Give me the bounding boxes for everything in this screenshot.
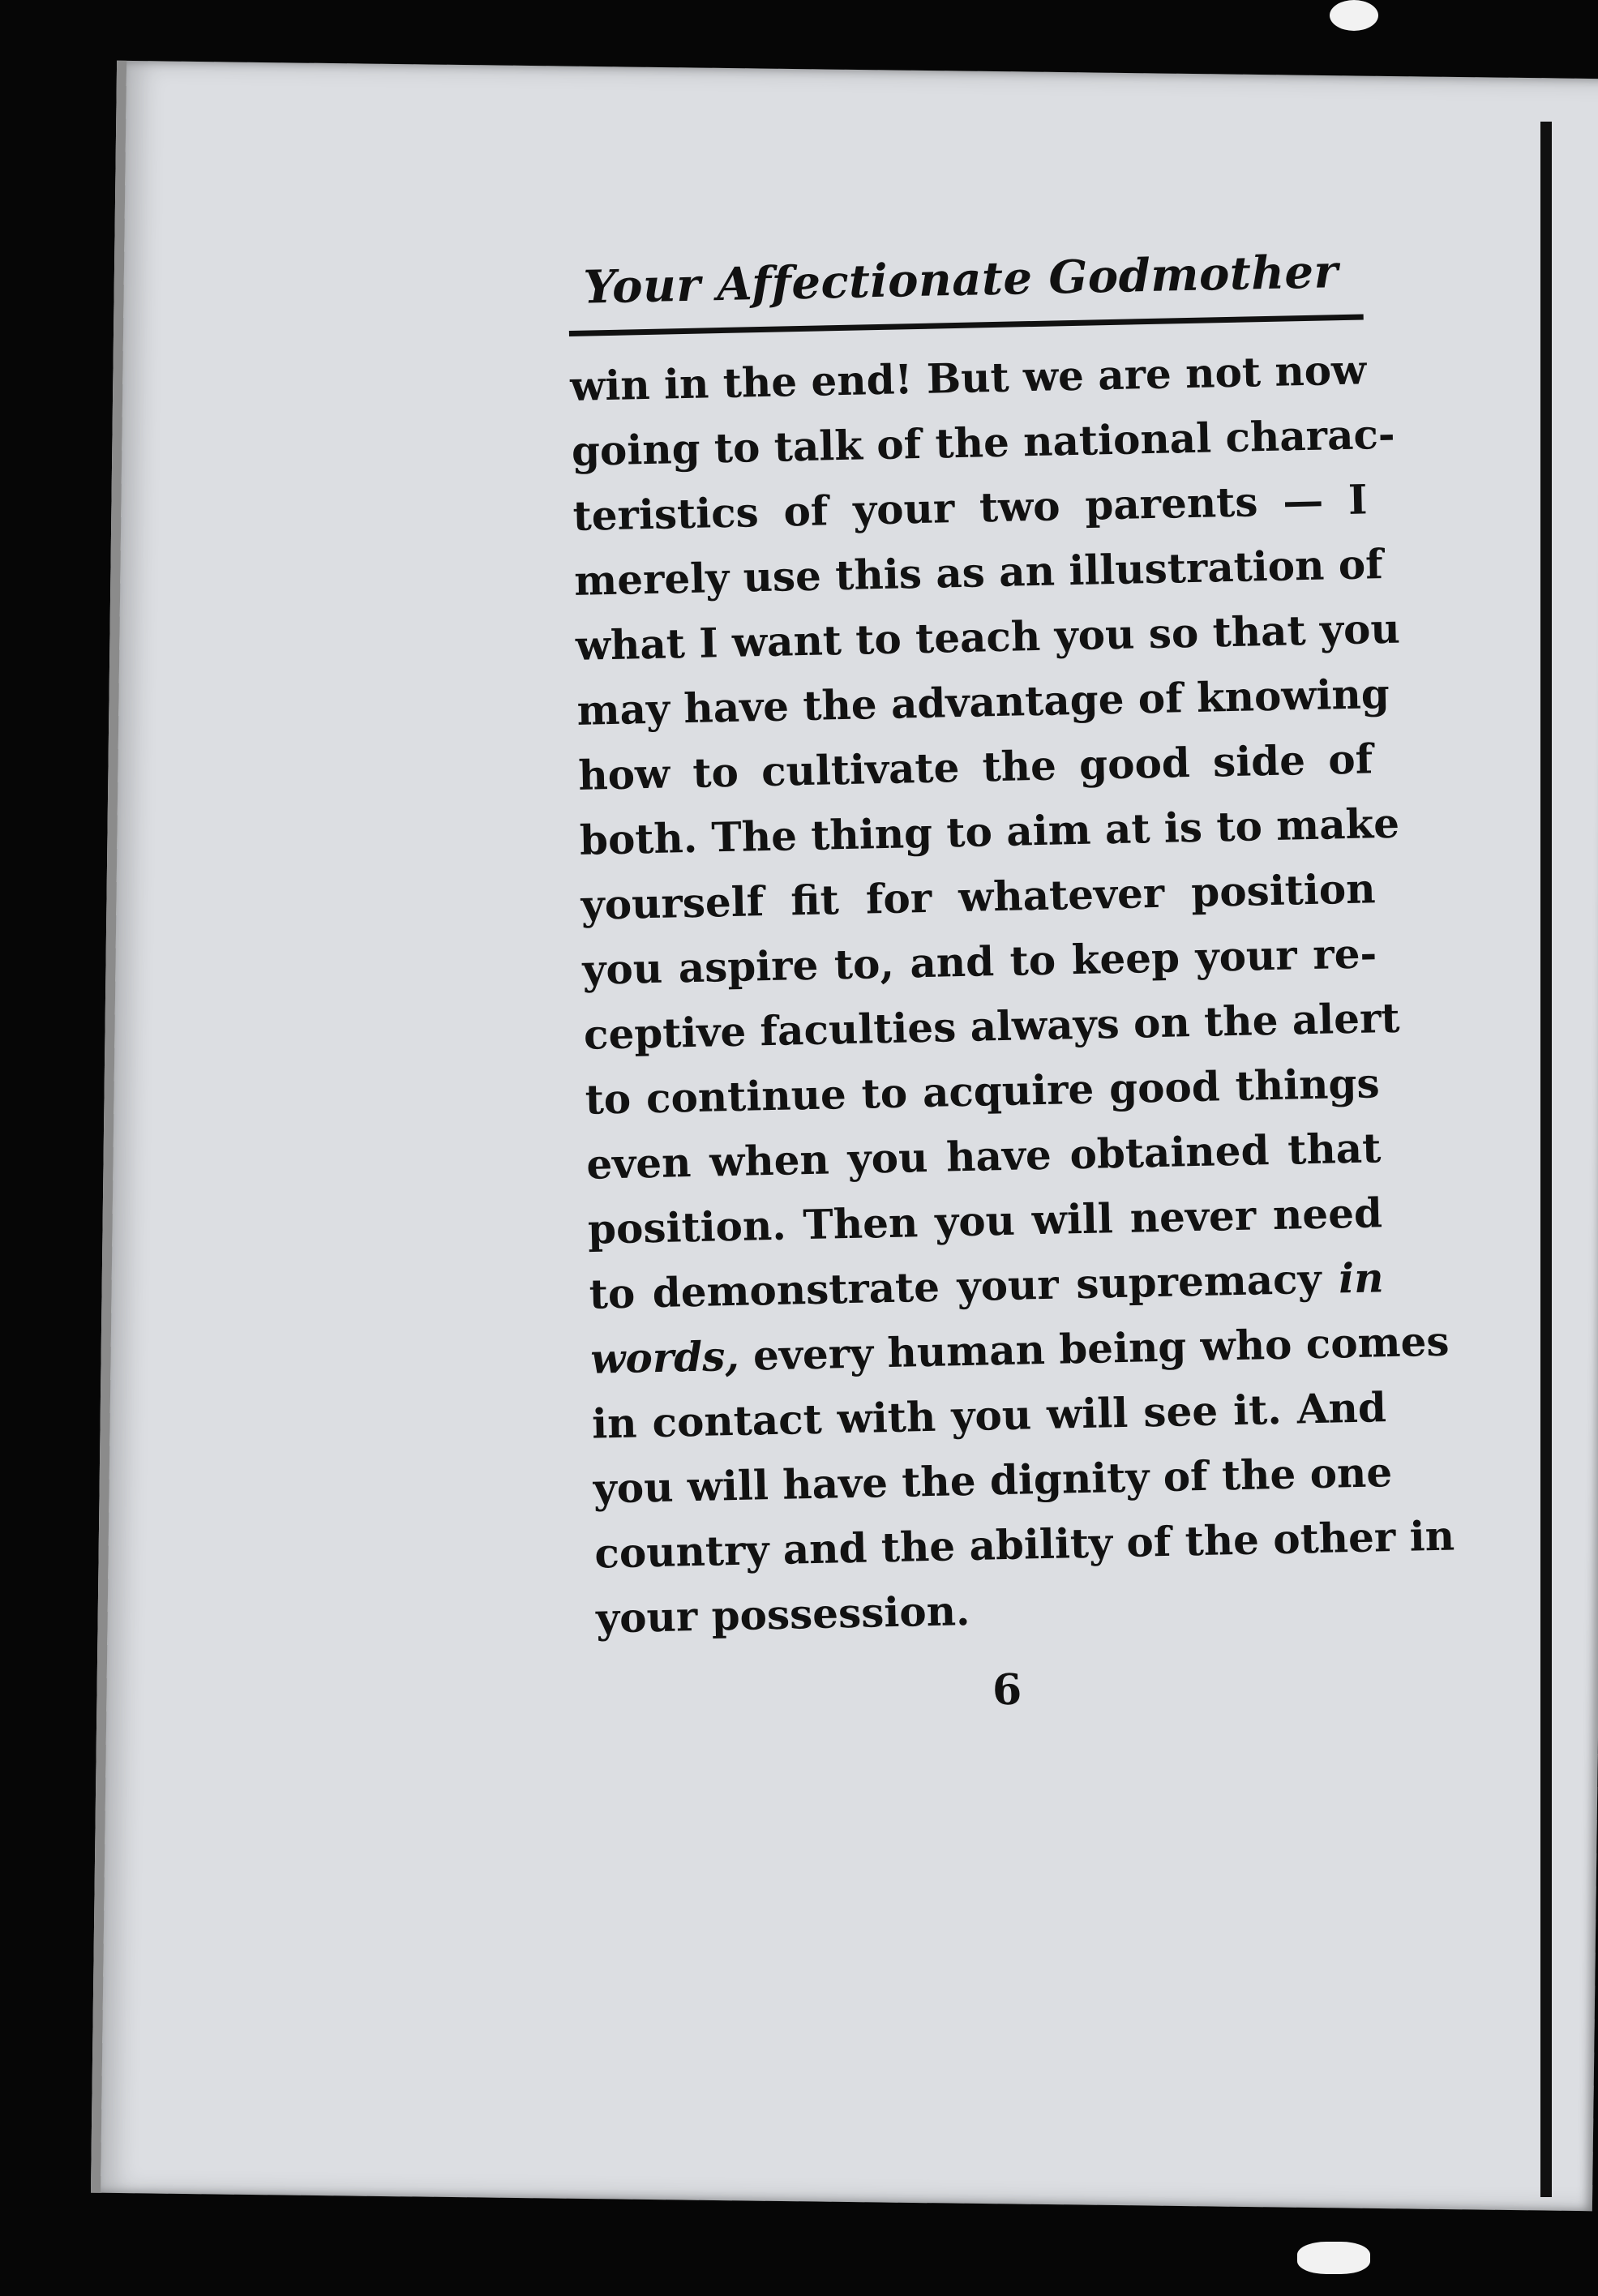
text-line: to continue to acquire good things (585, 1059, 1381, 1124)
film-speck (1297, 2242, 1370, 2274)
text-line: how to cultivate the good side of (577, 735, 1373, 799)
film-speck (1330, 0, 1378, 31)
line-start: to demonstrate your supremacy (589, 1254, 1322, 1318)
text-line: win in the end! But we are not now (569, 345, 1367, 410)
page-number: 6 (992, 1664, 1022, 1716)
body-text (569, 337, 1455, 1651)
text-block (568, 242, 1455, 1723)
header-rule (569, 314, 1364, 336)
italic-phrase: words, (589, 1331, 740, 1383)
text-line: ceptive faculties always on the alert (583, 993, 1401, 1059)
line-end: every human being who comes (752, 1317, 1450, 1380)
text-line: teristics of your two parents — I (572, 475, 1369, 540)
italic-phrase: in (1338, 1253, 1385, 1303)
text-line: going to talk of the national charac- (571, 409, 1396, 475)
page-edge (1540, 122, 1552, 2197)
running-head: Your Affectionate Godmother (582, 245, 1339, 315)
text-line: country and the ability of the other in (593, 1511, 1455, 1578)
text-line: merely use this as an illustration of (573, 540, 1384, 605)
text-line: your possession. (595, 1586, 970, 1643)
text-line: even when you have obtained that (585, 1124, 1382, 1189)
text-line: may have the advantage of knowing (576, 669, 1390, 735)
text-line: yourself fit for whatever position (581, 864, 1377, 929)
text-line: you will have the dignity of the one (593, 1448, 1393, 1513)
text-line: what I want to teach you so that you (575, 604, 1401, 670)
text-line: you aspire to, and to keep your re- (581, 929, 1377, 994)
text-line: in contact with you will see it. And (591, 1383, 1387, 1448)
text-line: both. The thing to aim at is to make (579, 799, 1400, 864)
text-line: position. Then you will never need (587, 1189, 1383, 1253)
